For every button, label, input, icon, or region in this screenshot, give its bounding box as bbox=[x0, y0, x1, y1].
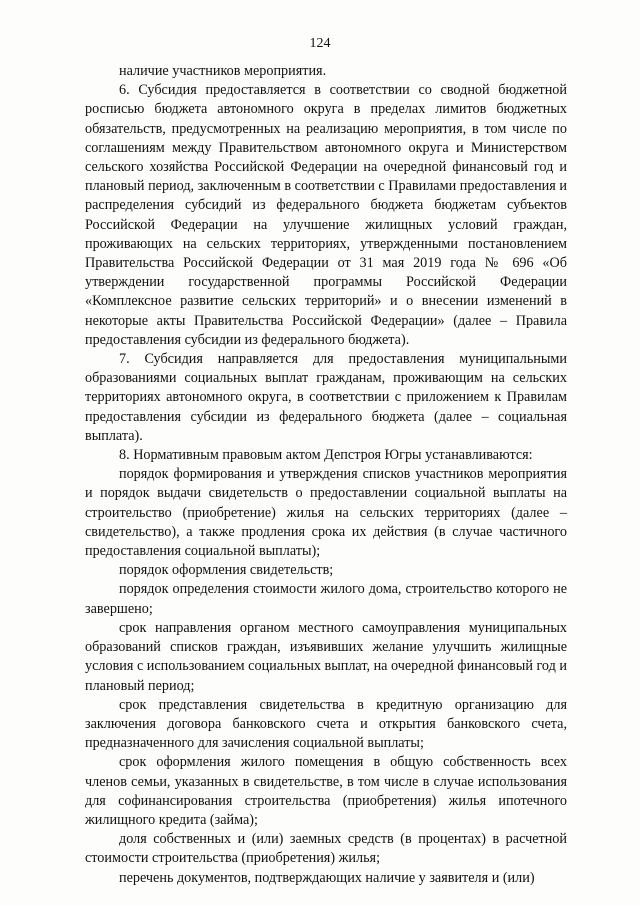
paragraph: перечень документов, подтверждающих наличие у заявителя и (или) bbox=[119, 869, 535, 886]
paragraph: срок представления свидетельства в кредитную организацию для заключения договора банковского счета и открытия банковского счета, предназначенного для зачисления социальной выплаты; bbox=[85, 696, 567, 752]
paragraph: порядок оформления свидетельств; bbox=[119, 562, 334, 579]
paragraph: срок оформления жилого помещения в общую собственность всех членов семьи, указанных в свидетельстве, в том числе в случае использования для софинансирования строительства (приобретения) жилья ипотечного жилищного кредита (займа); bbox=[85, 754, 567, 828]
paragraph: 7. Субсидия направляется для предоставления муниципальными образованиями социальных выплат гражданам, проживающим на сельских территориях автономного округа, в соответствии с приложением к Правилам предоставления субсидии из федерального бюджета (далее – социальная выплата). bbox=[85, 351, 567, 444]
paragraph: доля собственных и (или) заемных средств (в процентах) в расчетной стоимости строительства (приобретения) жилья; bbox=[85, 831, 567, 867]
paragraph: срок направления органом местного самоуправления муниципальных образований списков граждан, изъявивших желание улучшить жилищные условия с использованием социальных выплат, на очередной финансовый год и плановый период; bbox=[85, 619, 567, 694]
paragraph: 6. Субсидия предоставляется в соответствии со сводной бюджетной росписью бюджета автономного округа в пределах лимитов бюджетных обязательств, предусмотренных на реализацию мероприятия, в том числе по соглашениям между Правительством автономного округа и Министерством сельского хозяйства Российской Федерации на очередной финансовый год и плановый период, заключенным в соответствии с Правилами предоставления и распределения субсидий из федерального бюджета бюджетам субъектов Российской Федерации на улучшение жилищных условий граждан, проживающих на сельских территориях, утвержденными постановлением Правительства Российской Федерации от 31 мая 2019 года № 696 «Об утверждении государственной программы Российской Федерации «Комплексное развитие сельских территорий» и о внесении изменений в некоторые акты Правительства Российской Федерации» (далее – Правила предоставления субсидии из федерального бюджета). bbox=[85, 82, 567, 348]
paragraph: порядок формирования и утверждения списков участников мероприятия и порядок выдачи свидетельств о предоставлении социальной выплаты на строительство (приобретение) жилья на сельских территориях (далее – свидетельство), а также продления срока их действия (в случае частичного предоставления социальной выплаты); bbox=[85, 466, 567, 560]
paragraph: порядок определения стоимости жилого дома, строительство которого не завершено; bbox=[85, 581, 567, 617]
paragraph: наличие участников мероприятия. bbox=[119, 63, 327, 79]
page-number: 124 bbox=[309, 36, 331, 51]
paragraph: 8. Нормативным правовым актом Депстроя Югры устанавливаются: bbox=[119, 447, 533, 464]
document-body bbox=[85, 62, 567, 888]
